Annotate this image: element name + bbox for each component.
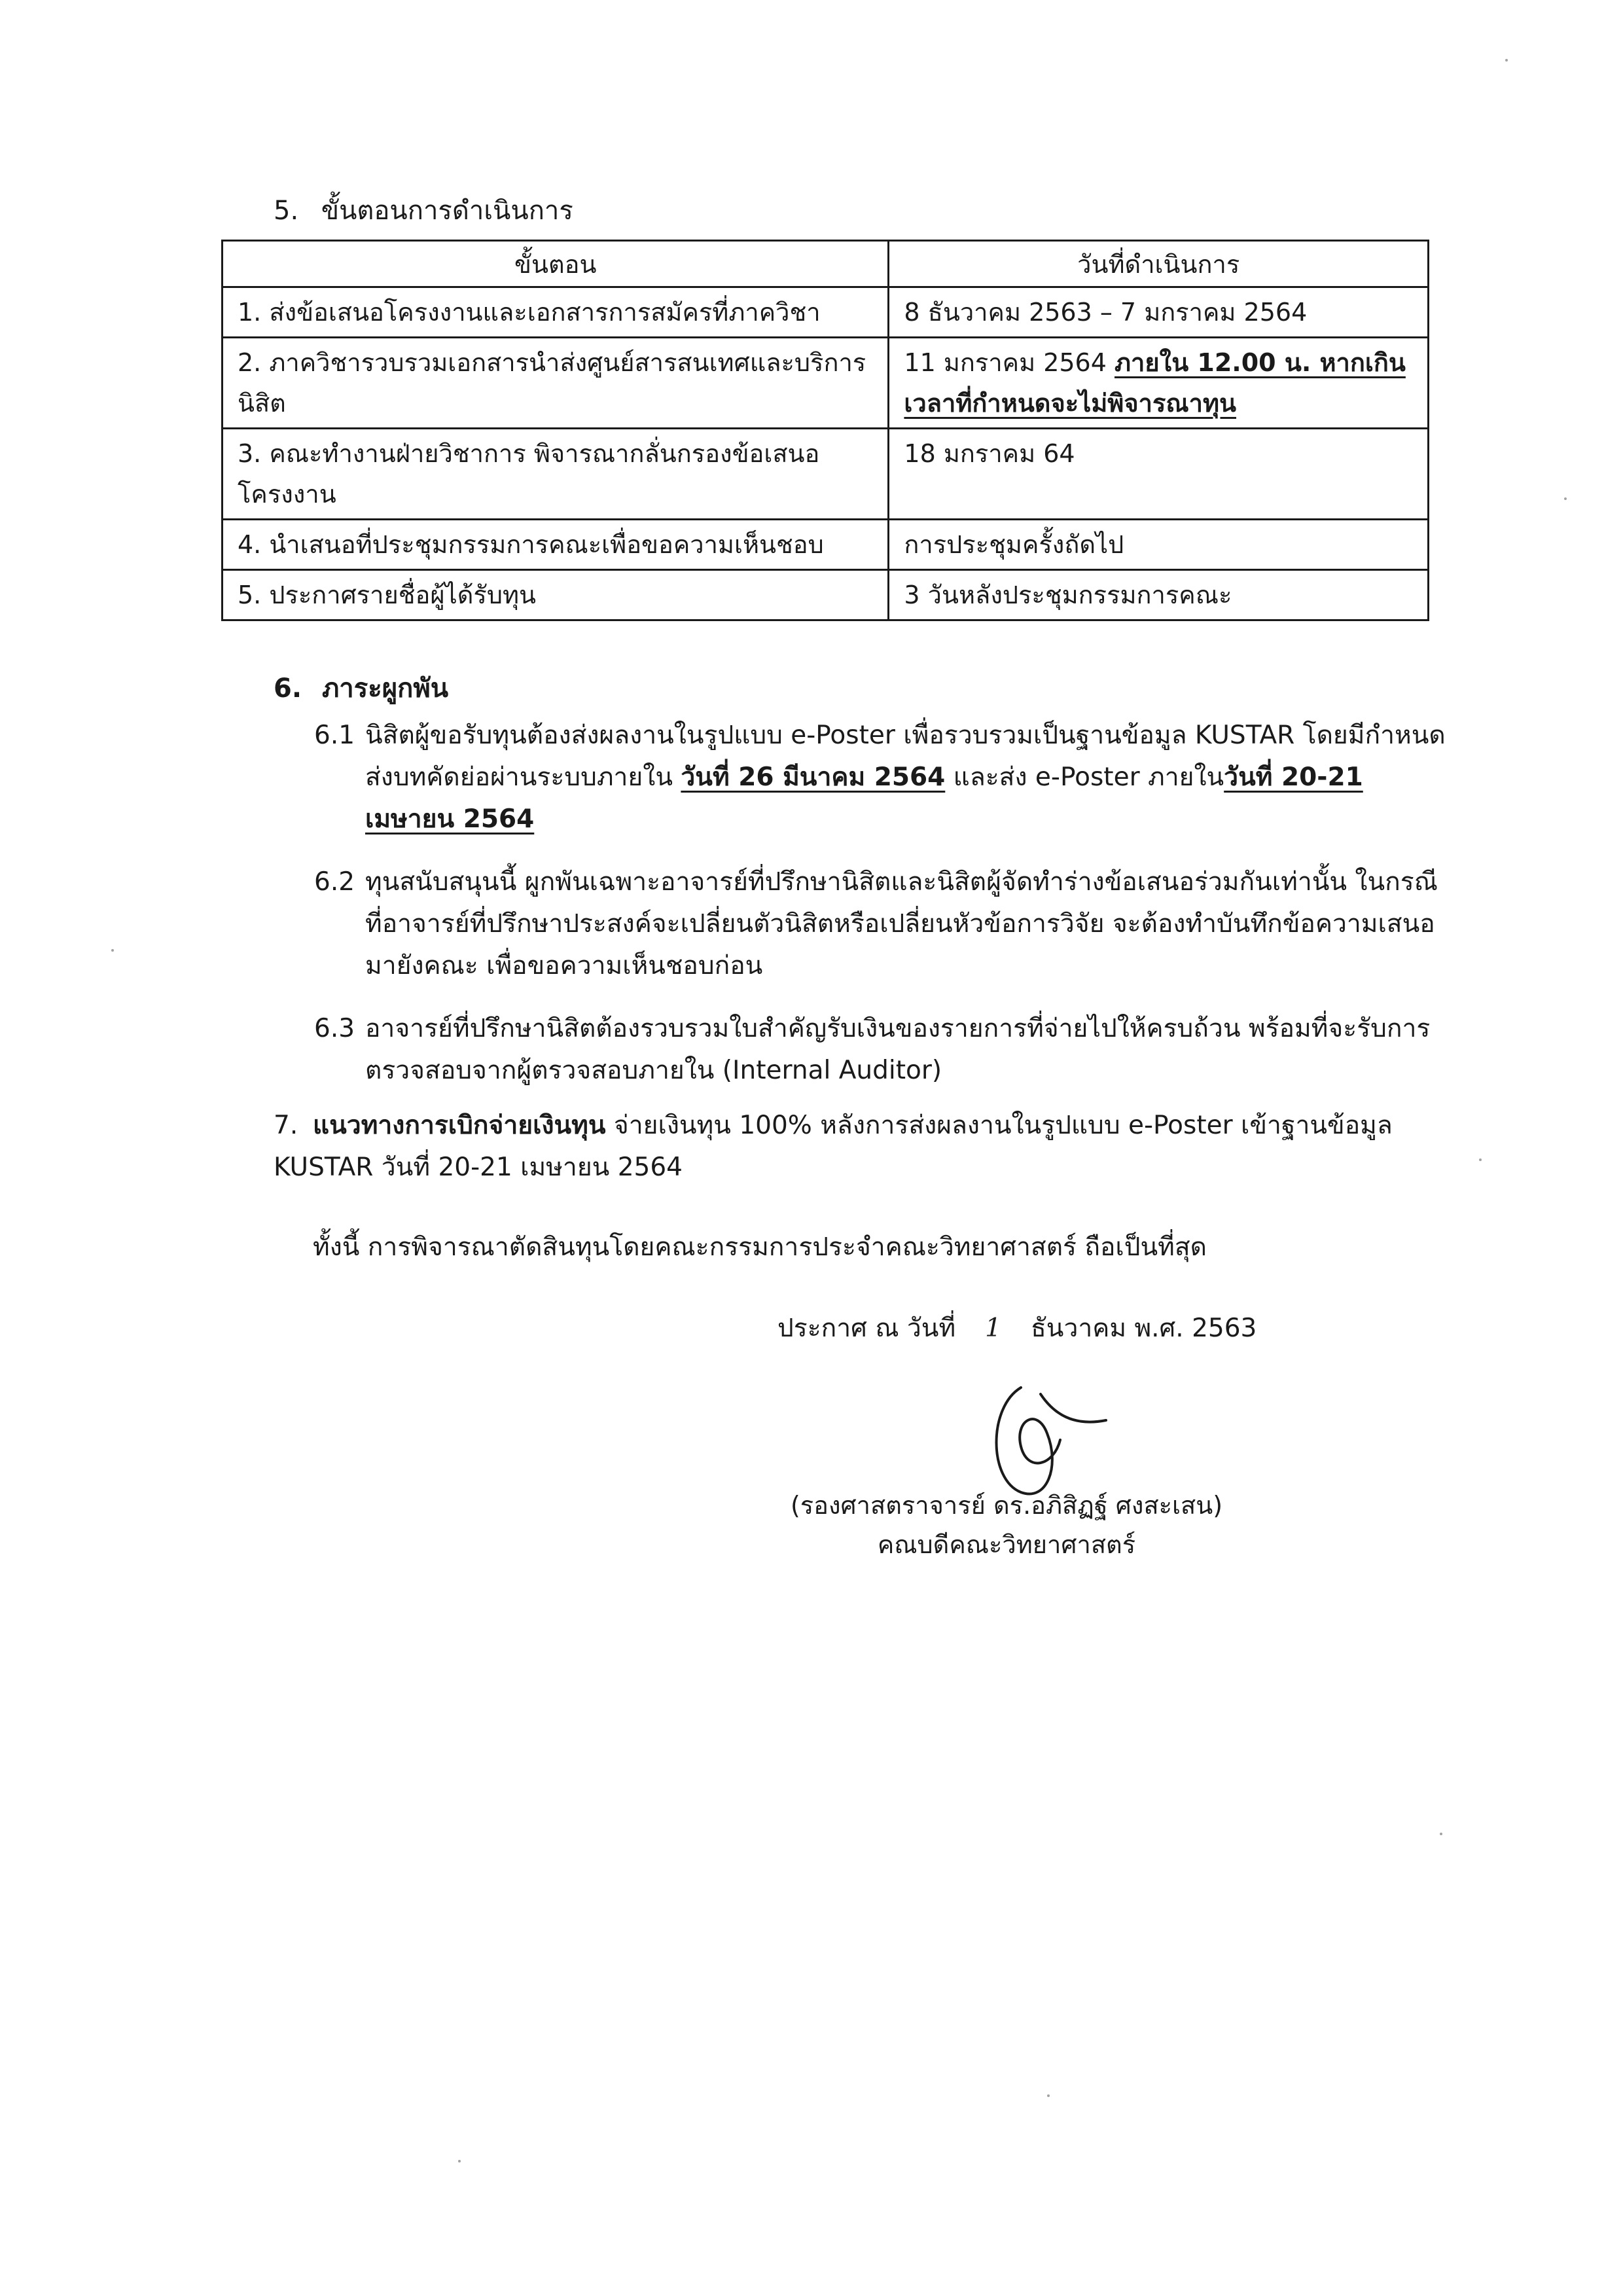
section-6-title: ภาระผูกพัน	[321, 673, 449, 704]
step-cell: 2. ภาควิชารวบรวมเอกสารนำส่งศูนย์สารสนเทศและบริการนิสิต	[223, 338, 889, 429]
date-cell	[889, 338, 1429, 429]
item-body	[365, 715, 1446, 840]
scan-speck	[1479, 1158, 1482, 1161]
announcement-prefix: ประกาศ ณ วันที่	[777, 1314, 956, 1343]
scan-speck	[1047, 2094, 1050, 2097]
step-cell: 4. นำเสนอที่ประชุมกรรมการคณะเพื่อขอความเห็นชอบ	[223, 520, 889, 570]
scan-speck	[1505, 59, 1508, 62]
item-body: ทุนสนับสนุนนี้ ผูกพันเฉพาะอาจารย์ที่ปรึกษานิสิตและนิสิตผู้จัดทำร่างข้อเสนอร่วมกันเท่านั้น ในกรณีที่อาจารย์ที่ปรึกษาประสงค์จะเปลี่ยนตัวนิสิตหรือเปลี่ยนหัวข้อการวิจัย จะต้องทำบันทึกข้อความเสนอมายังคณะ เพื่อขอความเห็นชอบก่อน	[365, 867, 1438, 980]
section-7-number: 7.	[274, 1111, 298, 1140]
table-row	[223, 287, 1429, 338]
scan-speck	[111, 949, 114, 952]
item-label: 6.1	[314, 721, 355, 750]
section-7	[274, 1105, 1452, 1189]
step-cell: 5. ประกาศรายชื่อผู้ได้รับทุน	[223, 570, 889, 620]
obligation-6-1	[314, 715, 1446, 840]
signatory-name: (รองศาสตราจารย์ ดร.อภิสิฏฐ์ ศงสะเสน)	[790, 1491, 1223, 1520]
scan-speck	[458, 2160, 461, 2162]
obligation-6-3	[314, 1008, 1446, 1092]
item-body: อาจารย์ที่ปรึกษานิสิตต้องรวบรวมใบสำคัญรับเงินของรายการที่จ่ายไปให้ครบถ้วน พร้อมที่จะรับการตรวจสอบจากผู้ตรวจสอบภายใน (Internal Auditor)	[365, 1014, 1431, 1085]
deadline-warning: ภายใน 12.00 น. หากเกินเวลาที่กำหนดจะไม่พิจารณาทุน	[904, 348, 1406, 418]
section-6-heading	[274, 669, 448, 708]
header-step: ขั้นตอน	[223, 241, 889, 287]
date-cell: 8 ธันวาคม 2563 – 7 มกราคม 2564	[889, 287, 1429, 338]
section-5-number: 5.	[274, 196, 299, 226]
item-text: และส่ง e-Poster ภายใน	[945, 762, 1224, 792]
poster-deadline: วันที่ 20-21 เมษายน 2564	[365, 762, 1363, 834]
steps-table	[221, 240, 1429, 621]
table-row	[223, 520, 1429, 570]
item-text: นิสิตผู้ขอรับทุนต้องส่งผลงานในรูปแบบ e-Poster เพื่อรวบรวมเป็นฐานข้อมูล KUSTAR โดยมีกำหนดส่งบทคัดย่อผ่านระบบภายใน	[365, 721, 1446, 792]
date-cell: 18 มกราคม 64	[889, 429, 1429, 520]
obligation-6-2	[314, 861, 1446, 987]
announcement-suffix: ธันวาคม พ.ศ. 2563	[1030, 1314, 1257, 1343]
table-row	[223, 570, 1429, 620]
step-cell: 1. ส่งข้อเสนอโครงงานและเอกสารการสมัครที่ภาควิชา	[223, 287, 889, 338]
abstract-deadline: วันที่ 26 มีนาคม 2564	[681, 762, 946, 792]
section-6-number: 6.	[274, 673, 302, 704]
header-date: วันที่ดำเนินการ	[889, 241, 1429, 287]
scan-speck	[1440, 1833, 1442, 1835]
step-cell: 3. คณะทำงานฝ่ายวิชาการ พิจารณากลั่นกรองข้อเสนอโครงงาน	[223, 429, 889, 520]
signatory-position: คณบดีคณะวิทยาศาสตร์	[877, 1530, 1136, 1559]
signatory-block	[751, 1486, 1262, 1564]
table-header-row	[223, 241, 1429, 287]
section-7-text: จ่ายเงินทุน 100% หลังการส่งผลงานในรูปแบบ e-Poster เข้าฐานข้อมูล KUSTAR วันที่ 20-21 เมษายน 2564	[274, 1111, 1393, 1182]
closing-statement: ทั้งนี้ การพิจารณาตัดสินทุนโดยคณะกรรมการประจำคณะวิทยาศาสตร์ ถือเป็นที่สุด	[313, 1232, 1207, 1262]
section-7-title: แนวทางการเบิกจ่ายเงินทุน	[313, 1111, 606, 1140]
section-5-title: ขั้นตอนการดำเนินการ	[321, 196, 573, 226]
item-label: 6.2	[314, 867, 355, 897]
announcement-day: 1	[985, 1314, 1001, 1343]
date-cell: การประชุมครั้งถัดไป	[889, 520, 1429, 570]
scan-speck	[1564, 497, 1567, 500]
announcement-date	[777, 1308, 1257, 1350]
date-text: 11 มกราคม 2564	[904, 348, 1115, 377]
date-cell: 3 วันหลังประชุมกรรมการคณะ	[889, 570, 1429, 620]
section-5-heading	[274, 191, 573, 230]
table-row	[223, 429, 1429, 520]
item-label: 6.3	[314, 1014, 355, 1043]
table-row	[223, 338, 1429, 429]
